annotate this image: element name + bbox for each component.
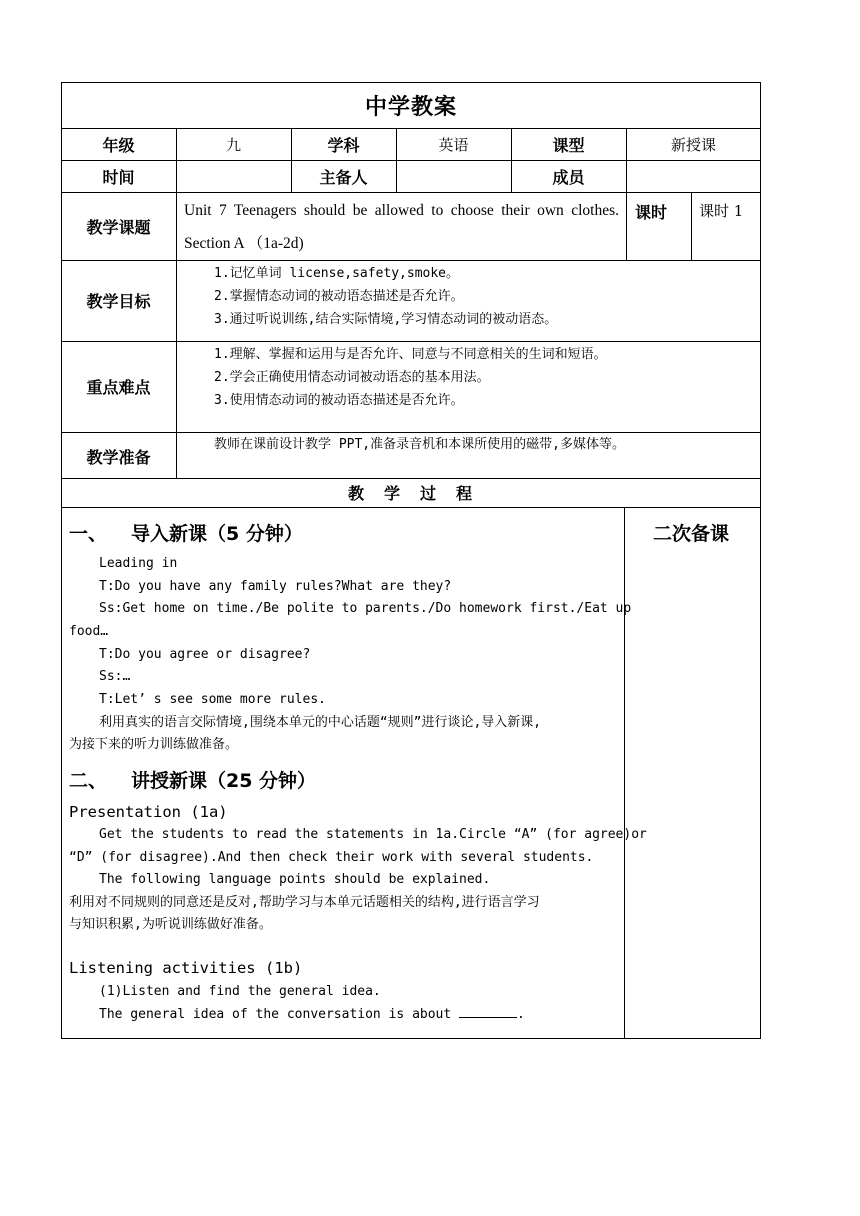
paragraph: 利用真实的语言交际情境,围绕本单元的中心话题“规则”进行谈论,导入新课, <box>99 715 542 730</box>
sentence-end: . <box>517 1007 525 1022</box>
process-title: 教 学 过 程 <box>347 484 474 503</box>
paragraph: Ss:… <box>99 669 131 684</box>
paragraph: T:Do you have any family rules?What are they? <box>99 579 452 594</box>
list-item: 3.使用情态动词的被动语态描述是否允许。 <box>214 393 464 408</box>
list-item: 2.学会正确使用情态动词被动语态的基本用法。 <box>214 370 490 385</box>
paragraph: T:Let’ s see some more rules. <box>99 692 326 707</box>
key-points-label: 重点难点 <box>86 378 151 397</box>
subject-value: 英语 <box>438 135 469 154</box>
time-value <box>176 160 291 192</box>
type-label: 课型 <box>552 135 585 155</box>
topic-label: 教学课题 <box>86 217 151 237</box>
topic-text: Unit 7 Teenagers should be allowed to choose their own clothes. Section A （1a-2d) <box>184 202 619 252</box>
type-value: 新授课 <box>670 135 716 154</box>
paragraph: Leading in <box>99 556 178 571</box>
period-value: 课时 1 <box>699 202 744 220</box>
paragraph: Ss:Get home on time./Be polite to parents./Do homework first./Eat up <box>99 601 632 616</box>
section-2-number: 二、 <box>69 770 108 792</box>
paragraph: 利用对不同规则的同意还是反对,帮助学习与本单元话题相关的结构,进行语言学习 <box>69 895 540 910</box>
list-item: 3.通过听说训练,结合实际情境,学习情态动词的被动语态。 <box>214 312 558 327</box>
listening-heading: Listening activities (1b) <box>69 959 303 977</box>
objectives-label: 教学目标 <box>86 292 151 311</box>
section-2-title: 讲授新课（25 分钟） <box>131 770 317 792</box>
paragraph: The general idea of the conversation is about <box>99 1007 452 1022</box>
objectives-list <box>214 262 557 331</box>
grade-value: 九 <box>225 135 241 154</box>
lead-teacher-value <box>396 160 511 192</box>
paragraph: food… <box>69 624 109 639</box>
section-1-heading <box>69 519 303 546</box>
time-label: 时间 <box>102 167 135 187</box>
paragraph: T:Do you agree or disagree? <box>99 647 311 662</box>
key-points-list <box>214 343 607 412</box>
period-label: 课时 <box>635 203 668 222</box>
members-label: 成员 <box>552 167 585 187</box>
paragraph: (1)Listen and find the general idea. <box>99 984 381 999</box>
preparation-label: 教学准备 <box>86 447 151 467</box>
paragraph: The following language points should be explained. <box>99 872 491 887</box>
section-1-title: 导入新课（5 分钟） <box>131 523 303 545</box>
fill-in-sentence <box>99 1004 525 1027</box>
page-title: 中学教案 <box>364 94 457 120</box>
presentation-heading: Presentation (1a) <box>69 803 228 821</box>
list-item: 1.记忆单词 license,safety,smoke。 <box>214 266 460 281</box>
section-1-number: 一、 <box>69 523 108 545</box>
lesson-plan-table <box>61 82 761 1039</box>
revision-notes-title: 二次备课 <box>653 523 730 545</box>
section-2-heading <box>69 766 316 793</box>
list-item: 2.掌握情态动词的被动语态描述是否允许。 <box>214 289 464 304</box>
members-value <box>626 160 761 192</box>
paragraph: 为接下来的听力训练做准备。 <box>69 737 239 752</box>
answer-blank <box>459 1005 517 1018</box>
list-item: 1.理解、掌握和运用与是否允许、同意与不同意相关的生词和短语。 <box>214 347 607 362</box>
paragraph: “D” (for disagree).And then check their work with several students. <box>69 850 594 865</box>
lead-teacher-label: 主备人 <box>319 167 368 187</box>
paragraph: Get the students to read the statements in 1a.Circle “A” (for agree)or <box>99 827 647 842</box>
subject-label: 学科 <box>327 135 360 155</box>
paragraph: 与知识积累,为听说训练做好准备。 <box>69 917 272 932</box>
preparation-text: 教师在课前设计教学 PPT,准备录音机和本课所使用的磁带,多媒体等。 <box>214 437 625 452</box>
grade-label: 年级 <box>102 135 135 155</box>
